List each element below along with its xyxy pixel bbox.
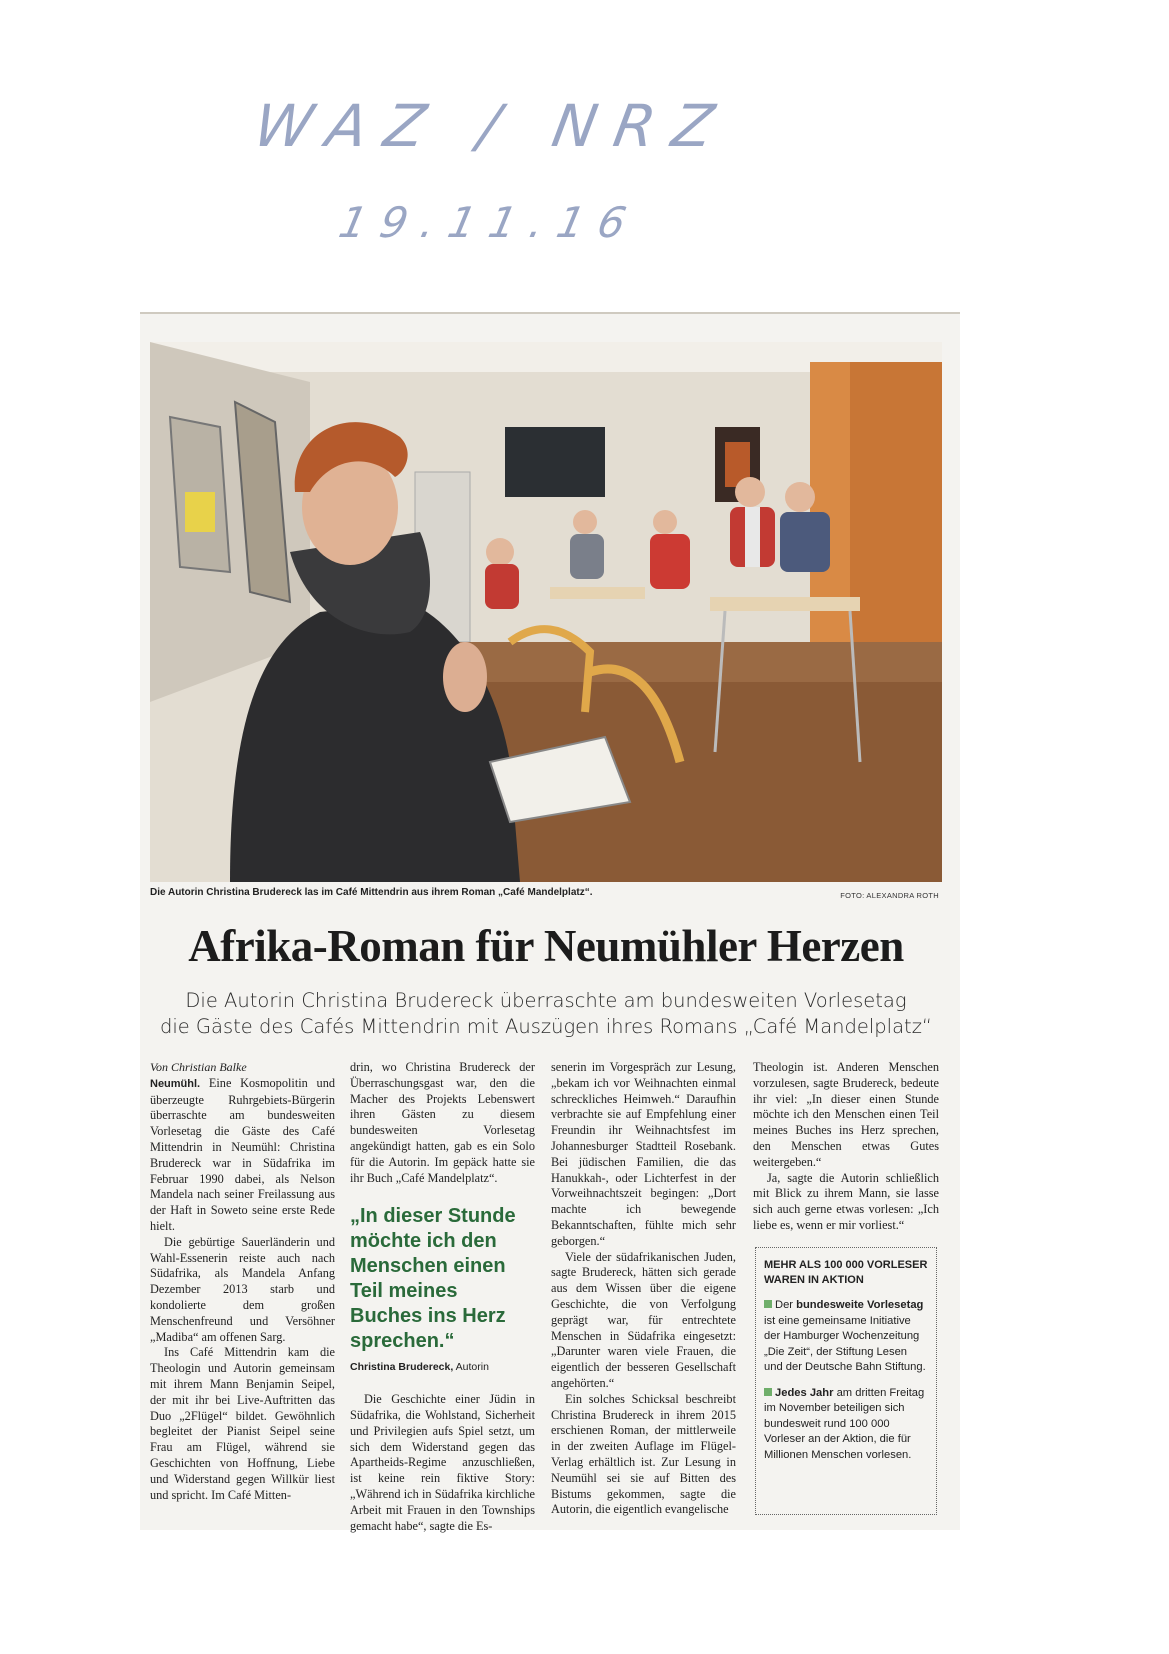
byline: Von Christian Balke [150,1060,247,1074]
article-column-4 [753,1060,939,1234]
article-column-2 [350,1060,535,1534]
cafe-reading-photo [150,342,942,882]
article-column-1 [150,1060,335,1503]
paragraph: Ein solches Schicksal beschreibt Christina Brudereck in ihrem 2015 erschienen Roman, der mittlerweile in der zweiten Auflage im Flügel-Verlag erhältlich ist. Zur Lesung in Neumühl sei sie auf Bitten des Bistums gekommen, sagte die Autorin, die eigentlich evangelische [551,1391,736,1517]
subhead-line-1: Die Autorin Christina Brudereck überraschte am bundesweiten Vorlesetag [185,989,907,1012]
article-headline: Afrika-Roman für Neumühler Herzen [188,921,904,971]
paragraph: Viele der südafrikanischen Juden, sagte Brudereck, hätten sich gerade aus dem Wissen über die eigene Geschichte, die von Verfolgung geprägt war, für entrechtete Menschen in Südafrika eingesetzt: „Darunter waren viele Frauen, die eigentlich der besseren Gesellschaft angehörten.“ [551,1249,736,1390]
quote-author: Christina Brudereck, [350,1361,454,1374]
paragraph: drin, wo Christina Brudereck der Überraschungsgast war, den die Macher des Projekts Lebenswert ihren Gästen zu diesem bundesweiten Vorlesetag angekündigt hatten, gab es ein Solo für die Autorin. Im gepäck hatte sie ihr Buch „Café Mandelplatz“. [350,1060,535,1185]
info-item [764,1386,928,1464]
dateline-location: Neumühl. [150,1077,201,1090]
photo-caption: Die Autorin Christina Brudereck las im Café Mittendrin aus ihrem Roman „Café Mandelplatz“. [150,887,593,898]
paragraph: Theologin ist. Anderen Menschen vorzulesen, sagte Brudereck, bedeute ihr viel: „In dieser einen Stunde möchte ich den Menschen einen Teil meines Buches ins Herz sprechen, den Menschen etwas Gutes weitergeben.“ [753,1060,939,1169]
info-item [764,1298,928,1376]
info-box [755,1247,937,1515]
paragraph-text: Eine Kosmopolitin und überzeugte Ruhrgebiets-Bürgerin überraschte am bundesweiten Vorlesetag die Gäste des Café Mittendrin in Neumühl: Christina Brudereck war in Südafrika im Februar 1990 dabei, als Nelson Mandela nach seiner Freilassung aus der Haft in Soweto seine erste Rede hielt. [150,1075,335,1233]
paragraph [150,1076,335,1235]
subhead-line-2: die Gäste des Cafés Mittendrin mit Auszügen ihres Romans „Café Mandelplatz“ [159,1015,933,1038]
info-item-emphasis: Jedes Jahr [775,1386,834,1399]
article-column-3 [551,1060,736,1518]
quote-role: Autorin [455,1361,489,1374]
info-item-emphasis: bundesweite Vorlesetag [796,1299,924,1311]
photo-credit: FOTO: ALEXANDRA ROTH [840,891,939,900]
info-box-title: MEHR ALS 100 000 VORLESER WAREN IN AKTION [764,1259,928,1286]
article-photo [150,342,942,882]
paragraph: Ins Café Mittendrin kam die Theologin und Autorin gemeinsam mit ihrem Mann Benjamin Seipel, der mit ihr bei Live-Auftritten das Duo „2Flügel“ bildet. Gewöhnlich begleitet der Pianist Seipel seine Frau am Flügel, während sie Geschichten von Hoffnung, Liebe und Widerstand gegen Willkür liest und spricht. Im Café Mitten- [150,1345,335,1502]
handwritten-source-note: WAZ / NRZ [249,92,737,160]
pull-quote-attribution [350,1360,535,1376]
square-bullet-icon [764,1300,772,1308]
info-item-text: am dritten Freitag im November beteiligen sich bundesweit rund 100 000 Vorleser an der Aktion, die für Millionen Menschen vorlesen. [764,1386,925,1461]
paragraph: Die Geschichte einer Jüdin in Südafrika, die Wohlstand, Sicherheit und Privilegien aufs Spiel setzt, um sich dem Widerstand gegen das Apartheids-Regime anzuschließen, ist keine rein fiktive Story: „Während ich in Südafrika kirchliche Arbeit mit Frauen in den Townships gemacht habe“, sagte die Es- [350,1392,535,1533]
paragraph: Die gebürtige Sauerländerin und Wahl-Essenerin reiste auch nach Südafrika, als Mandela Anfang Dezember 2013 starb und kondolierte dem großen Menschenfreund und Versöhner „Madiba“ am offenen Sarg. [150,1234,335,1344]
pull-quote: „In dieser Stunde möchte ich den Menschen einen Teil meines Buches ins Herz sprechen.“ [350,1205,516,1353]
paragraph: Ja, sagte die Autorin schließlich mit Blick zu ihrem Mann, sie lasse sich auch gerne etwas vorlesen: „Ich liebe es, wenn er mir vorliest.“ [753,1170,939,1232]
info-item-prefix: Der [775,1299,794,1311]
square-bullet-icon [764,1388,772,1396]
paragraph: senerin im Vorgespräch zur Lesung, „bekam ich vor Weihnachten einmal schreckliches Heimweh.“ Daraufhin verbrachte sie auf Empfehlung einer Freundin ihr Weihnachtsfest im Johannesburger Stadtteil Rosebank. Bei jüdischen Familien, die das Hanukkah-, oder Lichterfest in der Vorweihnachtszeit begingen: „Dort machte ich bewegende Bekanntschaften, fühlte mich sehr geborgen.“ [551,1060,736,1248]
handwritten-date-note: 19.11.16 [334,198,645,247]
info-item-text: ist eine gemeinsame Initiative der Hamburger Wochenzeitung „Die Zeit“, der Stiftung Lesen und der Deutsche Bahn Stiftung. [764,1314,926,1373]
article-subhead [150,988,942,1040]
clipping-top-edge [140,312,960,314]
